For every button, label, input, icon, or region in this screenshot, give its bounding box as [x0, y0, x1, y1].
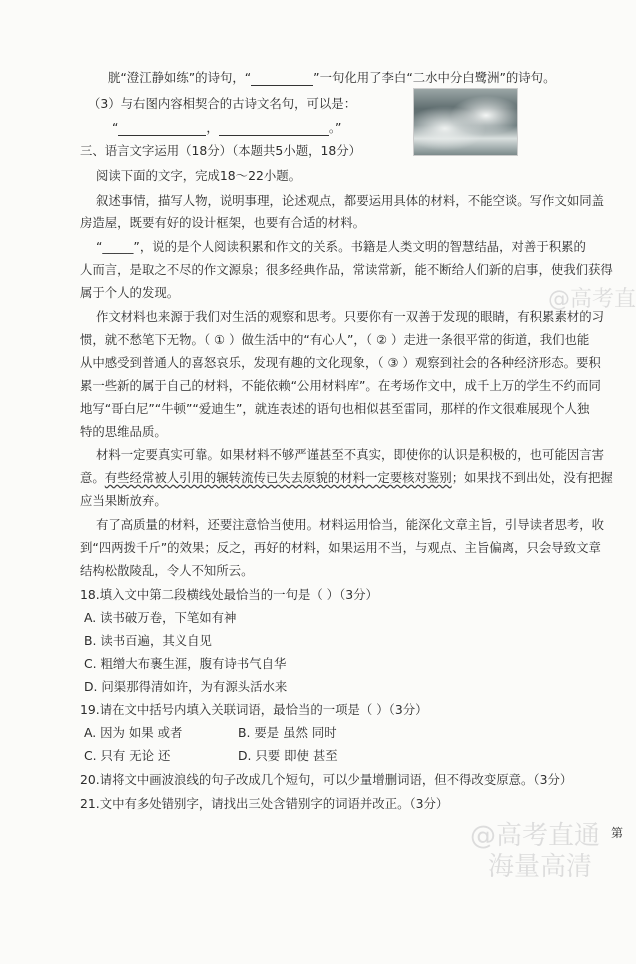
q18-option-d[interactable]: D. 问渠那得清如许，为有源头活水来: [84, 679, 288, 694]
para-line: 特的思维品质。: [80, 424, 167, 439]
q19-option-d[interactable]: D. 只要 即使 甚至: [238, 748, 338, 763]
section-title: 三、语言文字运用（18分）（本题共5小题，18分）: [80, 143, 362, 158]
poem-line: 胱“澄江静如练”的诗句，“ ”一句化用了李白“二水中分白鹭洲”的诗句。: [108, 70, 556, 85]
section-intro: 阅读下面的文字，完成18～22小题。: [96, 168, 302, 183]
q20-stem: 20.请将文中画波浪线的句子改成几个短句，可以少量增删词语，但不得改变原意。（3分）: [80, 772, 573, 787]
para-line: 应当果断放弃。: [80, 493, 167, 508]
para-line: 人而言，是取之不尽的作文源泉；很多经典作品，常读常新，能不断给人们新的启事，使我们获得: [80, 262, 613, 277]
para-line: 到“四两拨千斤”的效果；反之，再好的材料，如果运用不当，与观点、主旨偏离，只会导致文章: [80, 540, 601, 555]
q3-answer-line: “ ， 。”: [112, 120, 342, 135]
para-line: 地写“哥白尼”“牛顿”“爱迪生”，就连表述的语句也相似甚至雷同，那样的作文很难展现个人独: [80, 401, 590, 416]
para-line: 作文材料也来源于我们对生活的观察和思考。只要你有一双善于发现的眼睛，有积累素材的习: [96, 309, 605, 324]
q19-stem: 19.请在文中括号内填入关联词语，最恰当的一项是（ ）（3分）: [80, 702, 428, 717]
para-line: 叙述事情，描写人物，说明事理，论述观点，都要运用具体的材料，不能空谈。写作文如同盖: [96, 193, 605, 208]
q18-option-b[interactable]: B. 读书百遍，其义自见: [84, 633, 212, 648]
q3-text: （3）与右图内容相契合的古诗文名句，可以是：: [88, 96, 357, 111]
q19-option-b[interactable]: B. 要是 虽然 同时: [238, 725, 337, 740]
watermark: 海量高清: [488, 852, 593, 882]
para-line: 结构松散陵乱，令人不知所云。: [80, 563, 254, 578]
para-line: 从中感受到普通人的喜怒哀乐，发现有趣的文化现象，（ ③ ）观察到社会的各种经济形态。要积: [80, 355, 601, 370]
para-line: 房造屋，既要有好的设计框架，也要有合适的材料。: [80, 215, 365, 230]
q18-stem: 18.填入文中第二段横线处最恰当的一句是（ ）（3分）: [80, 587, 378, 602]
para-line: “_____”，说的是个人阅读积累和作文的关系。书籍是人类文明的智慧结晶，对善于积累的: [96, 239, 586, 254]
para-line: 惯，就不愁笔下无物。（ ① ）做生活中的“有心人”，（ ② ）走进一条很平常的街道，我们也能: [80, 332, 590, 347]
watermark: @高考直通: [470, 821, 601, 851]
q21-stem: 21.文中有多处错别字，请找出三处含错别字的词语并改正。（3分）: [80, 796, 449, 811]
page-number-fragment: 第: [610, 826, 623, 840]
para-line: 意。有些经常被人引用的辗转流传已失去原貌的材料一定要核对鉴别；如果找不到出处，没有把握: [80, 470, 613, 485]
answer-blank[interactable]: [219, 123, 329, 136]
q19-option-a[interactable]: A. 因为 如果 或者: [84, 725, 183, 740]
wave-photo: [413, 88, 518, 156]
wavy-underlined-sentence: 有些经常被人引用的辗转流传已失去原貌的材料一定要核对鉴别: [104, 470, 452, 485]
answer-blank[interactable]: [251, 73, 313, 86]
para-line: 累一些新的属于自己的材料，不能依赖“公用材料库”。在考场作文中，成千上万的学生不约而同: [80, 378, 601, 393]
q19-option-c[interactable]: C. 只有 无论 还: [84, 748, 171, 763]
answer-blank[interactable]: [118, 123, 206, 136]
q18-option-a[interactable]: A. 读书破万卷，下笔如有神: [84, 610, 237, 625]
para-line: 有了高质量的材料，还要注意恰当使用。材料运用恰当，能深化文章主旨，引导读者思考，收: [96, 517, 605, 532]
q18-option-c[interactable]: C. 粗缯大布裹生涯，腹有诗书气自华: [84, 656, 287, 671]
watermark: @高考直: [548, 287, 636, 312]
para-line: 属于个人的发现。: [80, 285, 180, 300]
para-line: 材料一定要真实可靠。如果材料不够严谨甚至不真实，即使你的认识是积极的，也可能因言害: [96, 447, 605, 462]
